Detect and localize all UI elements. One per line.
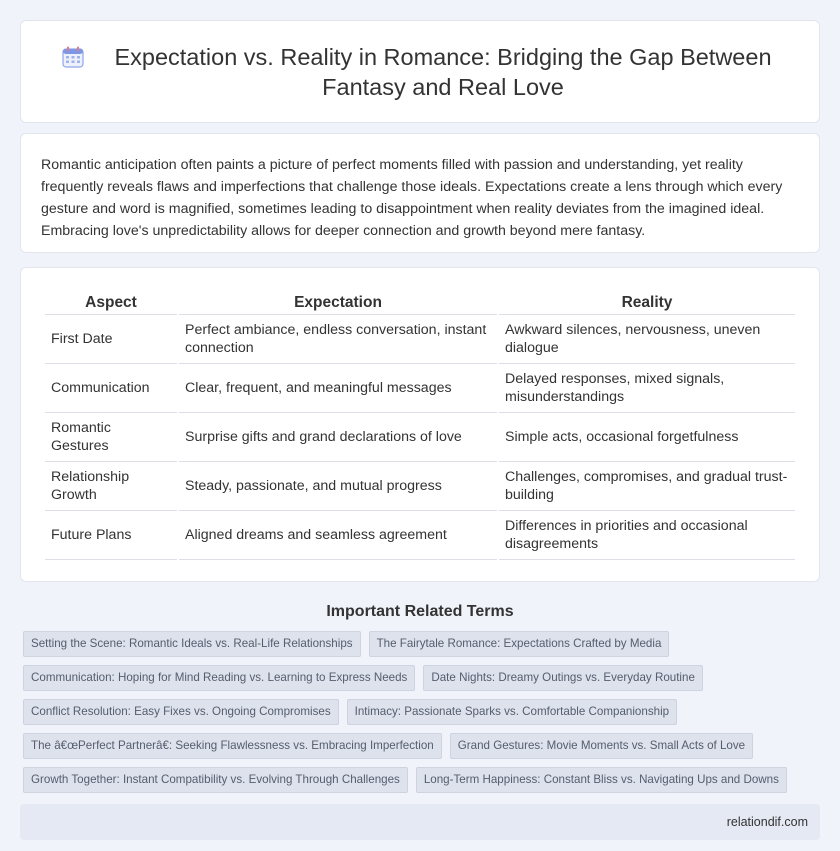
cell-aspect: Relationship Growth	[45, 462, 177, 511]
intro-paragraph: Romantic anticipation often paints a picture of perfect moments filled with passion and understanding, yet reality frequently reveals flaws and imperfections that challenge those ideals. Expectations create a lens through which every gesture and word is magnified, sometimes leading to disappointment when reality deviates from the imagined ideal. Embracing love's unpredictability allows for deeper connection and growth beyond mere fantasy.	[41, 157, 783, 239]
header-aspect: Aspect	[45, 290, 177, 315]
comparison-card	[20, 267, 820, 582]
table-row	[45, 364, 795, 413]
cell-reality: Differences in priorities and occasional disagreements	[499, 511, 795, 560]
comparison-table	[43, 290, 797, 560]
related-term-tag[interactable]: Setting the Scene: Romantic Ideals vs. Real-Life Relationships	[23, 631, 361, 657]
cell-expectation: Surprise gifts and grand declarations of love	[179, 413, 497, 462]
cell-reality: Simple acts, occasional forgetfulness	[499, 413, 795, 462]
table-row	[45, 462, 795, 511]
table-row	[45, 315, 795, 364]
page-title: Expectation vs. Reality in Romance: Bridging the Gap Between Fantasy and Real Love	[114, 43, 772, 100]
related-term-tag[interactable]: Growth Together: Instant Compatibility vs. Evolving Through Challenges	[23, 767, 408, 793]
cell-reality: Awkward silences, nervousness, uneven dialogue	[499, 315, 795, 364]
cell-aspect: Communication	[45, 364, 177, 413]
cell-reality: Challenges, compromises, and gradual trust-building	[499, 462, 795, 511]
table-row	[45, 413, 795, 462]
header-reality: Reality	[499, 290, 795, 315]
cell-aspect: Romantic Gestures	[45, 413, 177, 462]
table-row	[45, 511, 795, 560]
related-term-tag[interactable]: Grand Gestures: Movie Moments vs. Small Acts of Love	[450, 733, 753, 759]
related-term-tag[interactable]: Conflict Resolution: Easy Fixes vs. Ongoing Compromises	[23, 699, 339, 725]
cell-aspect: First Date	[45, 315, 177, 364]
intro-card	[20, 133, 820, 253]
table-header-row	[45, 290, 795, 315]
title-row	[61, 42, 779, 102]
related-term-tag[interactable]: The Fairytale Romance: Expectations Crafted by Media	[369, 631, 670, 657]
title-card	[20, 20, 820, 123]
related-term-tag[interactable]: The â€œPerfect Partnerâ€: Seeking Flawlessness vs. Embracing Imperfection	[23, 733, 442, 759]
footer	[20, 804, 820, 840]
related-term-tag[interactable]: Communication: Hoping for Mind Reading vs. Learning to Express Needs	[23, 665, 415, 691]
related-term-tag[interactable]: Date Nights: Dreamy Outings vs. Everyday Routine	[423, 665, 703, 691]
cell-reality: Delayed responses, mixed signals, misunderstandings	[499, 364, 795, 413]
related-terms-heading: Important Related Terms	[326, 603, 514, 620]
related-terms-list	[20, 631, 820, 801]
site-name[interactable]: relationdif.com	[726, 815, 808, 829]
related-term-tag[interactable]: Long-Term Happiness: Constant Bliss vs. Navigating Ups and Downs	[416, 767, 787, 793]
cell-expectation: Steady, passionate, and mutual progress	[179, 462, 497, 511]
related-term-tag[interactable]: Intimacy: Passionate Sparks vs. Comfortable Companionship	[347, 699, 677, 725]
header-expectation: Expectation	[179, 290, 497, 315]
cell-expectation: Clear, frequent, and meaningful messages	[179, 364, 497, 413]
calendar-icon	[61, 45, 85, 69]
cell-expectation: Perfect ambiance, endless conversation, instant connection	[179, 315, 497, 364]
cell-expectation: Aligned dreams and seamless agreement	[179, 511, 497, 560]
cell-aspect: Future Plans	[45, 511, 177, 560]
